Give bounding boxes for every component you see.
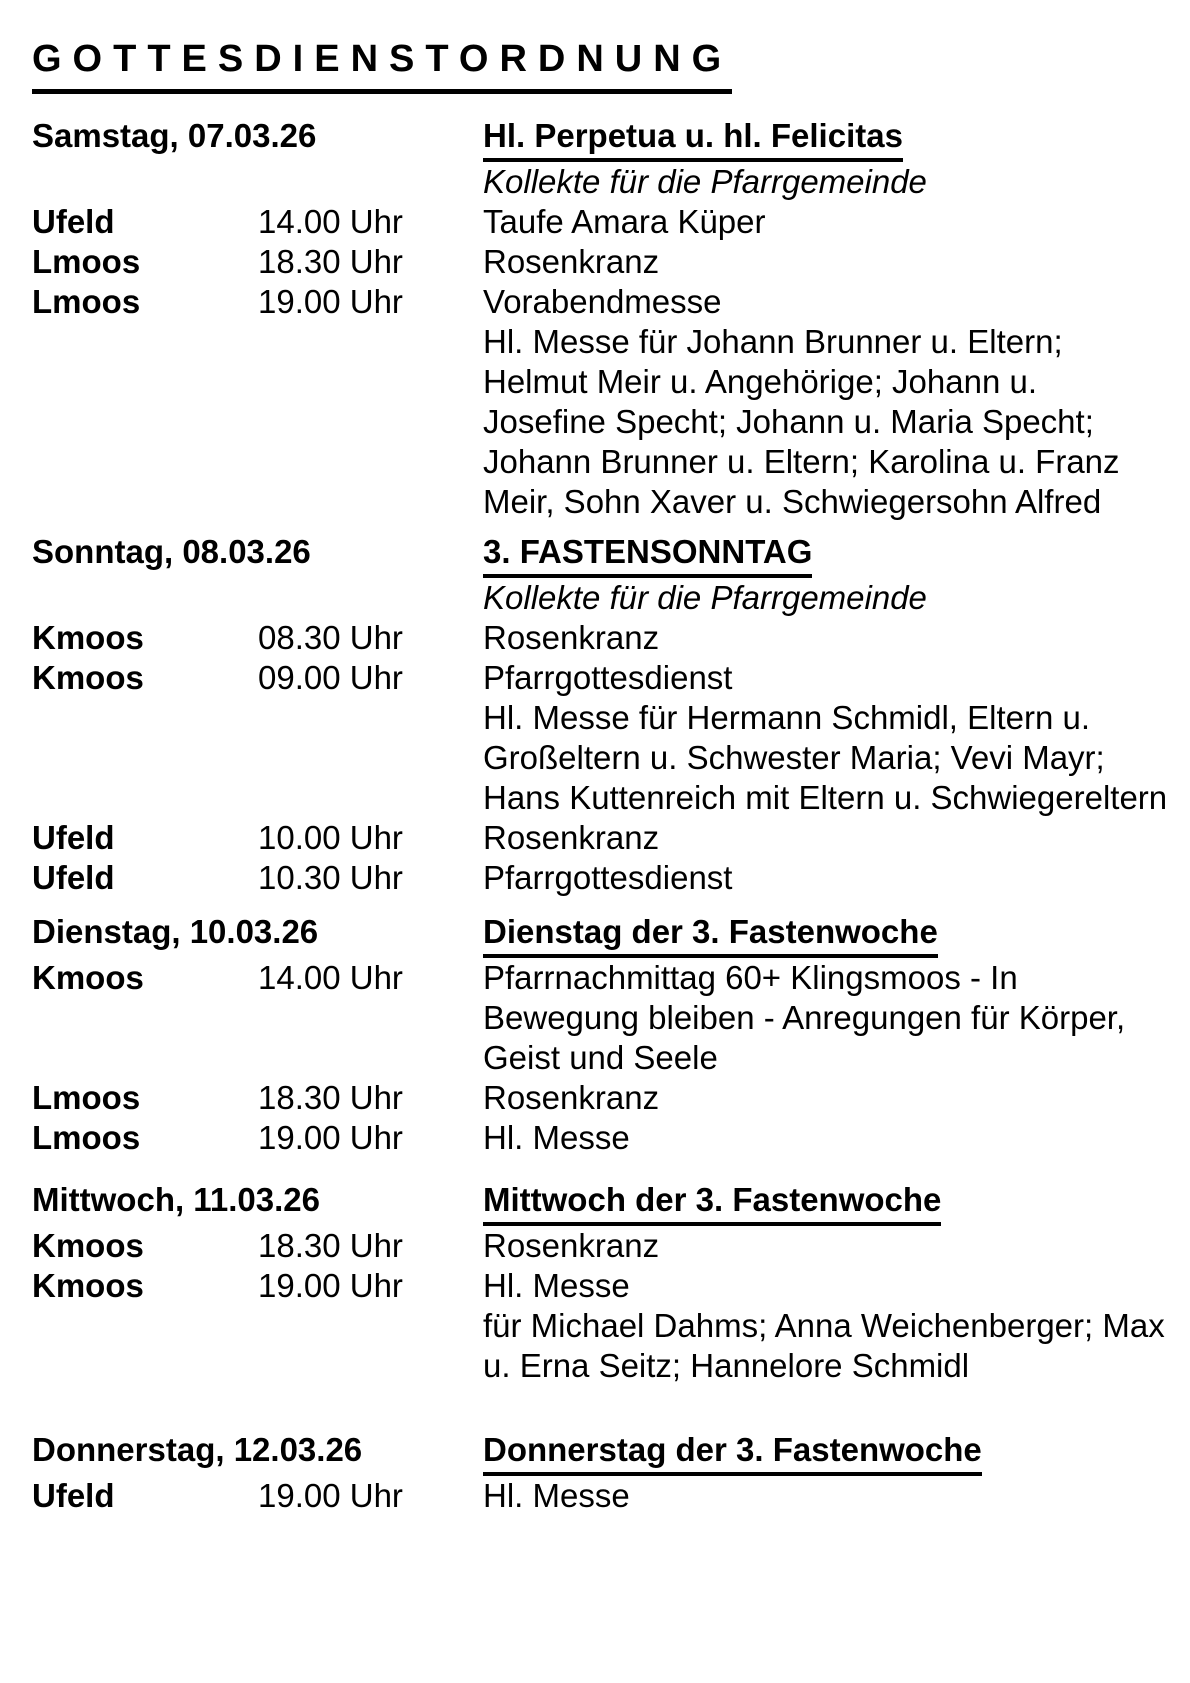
location-cell: Lmoos [32, 1078, 141, 1116]
service-text: Rosenkranz [483, 242, 660, 280]
day-date: Samstag, 07.03.26 [32, 116, 317, 154]
location-cell: Kmoos [32, 958, 144, 996]
service-text: Vorabendmesse [483, 282, 722, 320]
time-cell: 18.30 Uhr [258, 1078, 403, 1116]
service-row [32, 1226, 1168, 1266]
time-cell: 10.00 Uhr [258, 818, 403, 856]
service-row [32, 1118, 1168, 1158]
day-date: Donnerstag, 12.03.26 [32, 1430, 363, 1468]
day-header-row [32, 1430, 1168, 1476]
intentions-text: Hl. Messe für Hermann Schmidl, Eltern u. Großeltern u. Schwester Maria; Vevi Mayr; Hans Kuttenreich mit Eltern u. Schwiegereltern [483, 698, 1168, 816]
intentions-text: für Michael Dahms; Anna Weichenberger; Max u. Erna Seitz; Hannelore Schmidl [483, 1306, 1165, 1384]
time-cell: 19.00 Uhr [258, 282, 403, 320]
feast-title: 3. FASTENSONNTAG [483, 532, 812, 578]
day-section-3 [32, 912, 1168, 1158]
service-text: Hl. Messe [483, 1266, 630, 1304]
feast-title: Donnerstag der 3. Fastenwoche [483, 1430, 982, 1476]
service-text: Hl. Messe [483, 1118, 630, 1156]
location-cell: Lmoos [32, 242, 141, 280]
location-cell: Kmoos [32, 1226, 144, 1264]
time-cell: 19.00 Uhr [258, 1476, 403, 1514]
service-row [32, 1476, 1168, 1516]
service-row [32, 618, 1168, 658]
service-row [32, 282, 1168, 322]
page-title: GOTTESDIENSTORDNUNG [32, 38, 732, 94]
time-cell: 18.30 Uhr [258, 1226, 403, 1264]
time-cell: 19.00 Uhr [258, 1266, 403, 1304]
location-cell: Ufeld [32, 202, 115, 240]
service-text: Rosenkranz [483, 618, 660, 656]
day-date: Mittwoch, 11.03.26 [32, 1180, 320, 1218]
feast-cell [483, 1180, 1168, 1226]
schedule [32, 116, 1168, 1516]
service-row [32, 1266, 1168, 1306]
intentions-row [32, 1306, 1168, 1386]
day-header-row [32, 1180, 1168, 1226]
time-cell: 19.00 Uhr [258, 1118, 403, 1156]
day-section-5 [32, 1430, 1168, 1516]
service-row [32, 658, 1168, 698]
feast-cell [483, 1430, 1168, 1476]
feast-title: Hl. Perpetua u. hl. Felicitas [483, 116, 903, 162]
collect-row [32, 162, 1168, 202]
day-section-4 [32, 1180, 1168, 1386]
service-text: Pfarrnachmittag 60+ Klingsmoos - In Bewegung bleiben - Anregungen für Körper, Geist und Seele [483, 958, 1126, 1076]
time-cell: 08.30 Uhr [258, 618, 403, 656]
feast-cell [483, 912, 1168, 958]
collect-note: Kollekte für die Pfarrgemeinde [483, 162, 927, 200]
location-cell: Kmoos [32, 618, 144, 656]
service-text: Rosenkranz [483, 1078, 660, 1116]
day-header-row [32, 912, 1168, 958]
day-header-row [32, 532, 1168, 578]
feast-cell [483, 116, 1168, 162]
feast-title: Mittwoch der 3. Fastenwoche [483, 1180, 941, 1226]
time-cell: 14.00 Uhr [258, 202, 403, 240]
day-date: Sonntag, 08.03.26 [32, 532, 311, 570]
service-text: Pfarrgottesdienst [483, 858, 733, 896]
location-cell: Lmoos [32, 1118, 141, 1156]
service-row [32, 202, 1168, 242]
time-cell: 09.00 Uhr [258, 658, 403, 696]
location-cell: Kmoos [32, 658, 144, 696]
collect-row [32, 578, 1168, 618]
day-date: Dienstag, 10.03.26 [32, 912, 319, 950]
location-cell: Lmoos [32, 282, 141, 320]
location-cell: Ufeld [32, 858, 115, 896]
service-text: Pfarrgottesdienst [483, 658, 733, 696]
day-header-row [32, 116, 1168, 162]
feast-cell [483, 532, 1168, 578]
intentions-row [32, 698, 1168, 818]
day-section-2 [32, 532, 1168, 898]
time-cell: 14.00 Uhr [258, 958, 403, 996]
service-row [32, 242, 1168, 282]
service-row [32, 858, 1168, 898]
intentions-text: Hl. Messe für Johann Brunner u. Eltern; Helmut Meir u. Angehörige; Johann u. Josefine Specht; Johann u. Maria Specht; Johann Brunner u. Eltern; Karolina u. Franz Meir, Sohn Xaver u. Schwiegersohn Alfred [483, 322, 1120, 520]
time-cell: 18.30 Uhr [258, 242, 403, 280]
service-text: Rosenkranz [483, 1226, 660, 1264]
time-cell: 10.30 Uhr [258, 858, 403, 896]
service-row [32, 1078, 1168, 1118]
service-text: Hl. Messe [483, 1476, 630, 1514]
collect-note: Kollekte für die Pfarrgemeinde [483, 578, 927, 616]
service-text: Rosenkranz [483, 818, 660, 856]
location-cell: Kmoos [32, 1266, 144, 1304]
service-row [32, 958, 1168, 1078]
intentions-row [32, 322, 1168, 522]
location-cell: Ufeld [32, 1476, 115, 1514]
service-row [32, 818, 1168, 858]
location-cell: Ufeld [32, 818, 115, 856]
service-text: Taufe Amara Küper [483, 202, 766, 240]
feast-title: Dienstag der 3. Fastenwoche [483, 912, 938, 958]
day-section-1 [32, 116, 1168, 522]
